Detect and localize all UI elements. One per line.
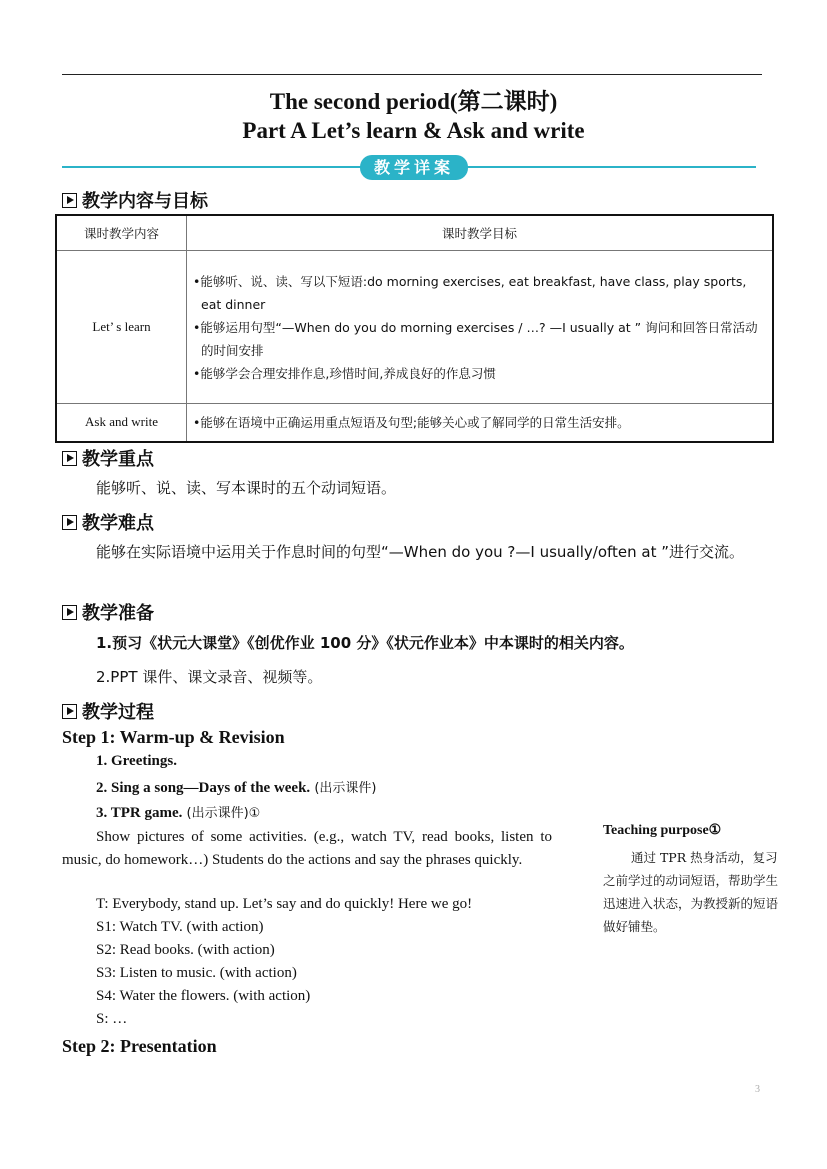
dialogue-line: S: … bbox=[96, 1011, 128, 1027]
section-heading-key-points: 教学重点 bbox=[62, 445, 154, 471]
top-rule bbox=[62, 74, 762, 75]
difficulties-text: 能够在实际语境中运用关于作息时间的句型“—When do you ?—I usually/often at ”进行交流。 bbox=[96, 543, 745, 561]
list-item: •能够运用句型“—When do you do morning exercises / …? —I usually at ” 询问和回答日常活动的时间安排 bbox=[193, 319, 758, 358]
page-subtitle: Part A Let’s learn & Ask and write bbox=[242, 118, 585, 143]
preparation-item-2: 2.PPT 课件、课文录音、视频等。 bbox=[96, 668, 323, 686]
goals-table bbox=[55, 214, 774, 443]
sidebar-title: Teaching purpose① bbox=[603, 823, 722, 838]
banner-line-left bbox=[62, 166, 362, 168]
sidebar-body: 通过 TPR 热身活动，复习之前学过的动词短语，帮助学生迅速进入状态，为教授新的短语做好铺垫。 bbox=[603, 850, 779, 934]
list-item: •能够在语境中正确运用重点短语及句型;能够关心或了解同学的日常生活安排。 bbox=[193, 414, 630, 430]
play-triangle-icon bbox=[62, 605, 77, 620]
page-number: 3 bbox=[755, 1084, 760, 1095]
table-header-cell: 课时教学内容 bbox=[56, 215, 187, 251]
key-points-text: 能够听、说、读、写本课时的五个动词短语。 bbox=[96, 479, 397, 497]
section-heading-process: 教学过程 bbox=[62, 698, 154, 724]
banner-line-right bbox=[466, 166, 756, 168]
table-cell bbox=[187, 404, 774, 442]
play-triangle-icon bbox=[62, 451, 77, 466]
play-triangle-icon bbox=[62, 515, 77, 530]
table-row bbox=[56, 404, 773, 442]
play-triangle-icon bbox=[62, 193, 77, 208]
list-item: •能够学会合理安排作息,珍惜时间,养成良好的作息习惯 bbox=[193, 365, 496, 381]
section-heading-difficulties: 教学难点 bbox=[62, 509, 154, 535]
table-cell: Let’ s learn bbox=[56, 251, 187, 404]
section-heading-content-goals: 教学内容与目标 bbox=[62, 187, 208, 213]
step1-item-3: 3. TPR game. (出示课件)① bbox=[96, 805, 261, 821]
section-heading-preparation: 教学准备 bbox=[62, 599, 154, 625]
activity-description: Show pictures of some activities. (e.g., watch TV, read books, listen to music, do homework…) Students do the actions and say the phrases quickly. bbox=[62, 829, 552, 868]
table-header-cell: 课时教学目标 bbox=[187, 215, 774, 251]
step1-item-2: 2. Sing a song—Days of the week. (出示课件) bbox=[96, 780, 377, 796]
dialogue-line: S4: Water the flowers. (with action) bbox=[96, 988, 311, 1004]
dialogue-line: T: Everybody, stand up. Let’s say and do quickly! Here we go! bbox=[96, 896, 473, 912]
play-triangle-icon bbox=[62, 704, 77, 719]
step2-heading: Step 2: Presentation bbox=[62, 1036, 217, 1056]
step1-item-1: 1. Greetings. bbox=[96, 753, 177, 769]
dialogue-line: S2: Read books. (with action) bbox=[96, 942, 275, 958]
list-item: •能够听、说、读、写以下短语:do morning exercises, eat breakfast, have class, play sports, eat dinner bbox=[193, 273, 747, 312]
table-header-row bbox=[56, 215, 773, 251]
dialogue-line: S3: Listen to music. (with action) bbox=[96, 965, 297, 981]
preparation-item-1: 1.预习《状元大课堂》《创优作业 100 分》《状元作业本》中本课时的相关内容。 bbox=[96, 634, 634, 652]
table-cell bbox=[187, 251, 774, 404]
table-row bbox=[56, 251, 773, 404]
dialogue-line: S1: Watch TV. (with action) bbox=[96, 919, 264, 935]
step1-heading: Step 1: Warm-up & Revision bbox=[62, 727, 285, 747]
table-cell: Ask and write bbox=[56, 404, 187, 442]
page-title: The second period(第二课时) bbox=[269, 89, 558, 114]
banner-badge: 教学详案 bbox=[360, 155, 468, 180]
